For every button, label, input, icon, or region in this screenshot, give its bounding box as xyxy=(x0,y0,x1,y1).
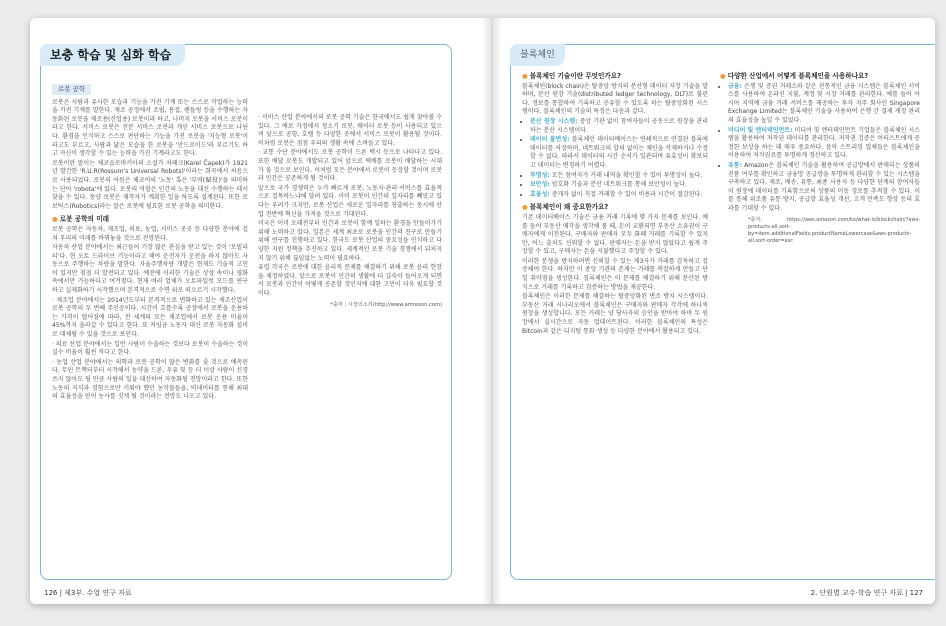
left-page-footer: 126 | 제3부. 수업 연구 자료 xyxy=(44,589,132,597)
right-column-1 xyxy=(522,68,708,337)
left-page xyxy=(30,18,482,604)
left-column-1 xyxy=(52,82,248,403)
industry-list xyxy=(720,83,920,214)
feature-list xyxy=(522,118,708,199)
subheading: ● 다양한 산업에서 어떻게 블록체인을 사용하나요? xyxy=(720,72,869,80)
bullet-dot-icon: ● xyxy=(522,203,528,212)
list-item: • 데이터 불변성: 블록체인 데이터베이스는 연쇄적으로 연결된 블록에 데이터를 저장하며, 네트워크의 합의 없이는 체인을 삭제하거나 수정할 수 없다. 따라서 데이터의 시간 순서가 일관되며 유효성이 확보되고 데이터는 변경하기 어렵다. xyxy=(530,136,708,170)
right-page xyxy=(502,18,935,604)
bullet-dot-icon: ● xyxy=(52,215,58,224)
right-page-tab: 블록체인 xyxy=(510,44,565,66)
subheading: ● 블록체인 기술이란 무엇인가요? xyxy=(522,72,621,80)
subheading: ● 로봇 공학의 미래 xyxy=(52,215,109,224)
paragraph: 앞으로 국가 경쟁력은 누가 빠르게 로봇, 노동자·관리·서비스를 효율적으로 접목하느냐에 달려 있다. 이미 로봇이 인간의 일자리를 빼앗고 있다는 우려가 크지만, 로봇 산업은 새로운 일자리를 창출하는 동시에 산업 전반에 혁신을 가져올 것으로 기대된다. xyxy=(258,184,442,218)
bullet-dot-icon: ● xyxy=(720,72,726,80)
paragraph: 로봇은 사람과 유사한 모습과 기능을 가진 기계 또는 스스로 작업하는 능력을 가진 기계를 말한다. 제조 공정에서 조립, 용접, 핸들링 등을 수행하는 자동화된 로봇을 제조용(산업용) 로봇이라 하고, 나머지 로봇을 서비스 로봇이라고 한다. 서비스 로봇은 전문 서비스 로봇과 개인 서비스 로봇으로 나뉜다. 환경을 인식하고 스스로 판단하는 기능을 가진 로봇을 '지능형 로봇'이라고도 부르고, 사람과 닮은 모습을 한 로봇을 '안드로이드'라 부르기도 하고 자신이 생각할 수 있는 능력을 가진 기계라고도 한다. xyxy=(52,98,248,158)
list-item: • 분산 원장 시스템: 중앙 기관 없이 참여자들이 공동으로 원장을 관리하는 분산 시스템이다. xyxy=(530,118,708,135)
list-item: • 효율성: 중개자 없이 직접 거래할 수 있어 비용과 시간이 절감된다. xyxy=(530,191,708,200)
section-label: 로봇 공학 xyxy=(52,84,91,95)
book-gutter xyxy=(482,18,502,604)
paragraph: 로봇이란 말이는 체코슬로바키아의 소설가 차페크(Karel Čapek)가 1921년 발간한 'R.U.R(Rossum's Universal Robots)'이라는 희곡에서 처음으로 사용되었다. 로봇의 어원은 체코어의 '노동' 혹은 '부역(賦役)'을 의미하는 단어 'robota'에 있다. 로봇의 역할은 인간의 노동을 대신 수행하는 데서 찾을 수 있다. 동양 로봇은 제작자가 계획한 일을 하도록 설계된다. 또한 로보틱스(Robotics)라는 말은 로봇에 필요한 로봇 공학을 의미한다. xyxy=(52,159,248,210)
list-item: • 유통: Amazon은 블록체인 기술을 활용하여 공급망에서 판매되는 상품의 진품 여부를 확인하고 금융망 공급망을 투명하게 관리할 수 있는 시스템을 구축하고 있다. 제조, 배송, 유통, 최종 사용자 등 다양한 단계의 참여자들이 원장에 데이터를 기록함으로써 상품의 이동 경로를 추적할 수 있다. 이를 통해 위조품 유통 방지, 공급망 효율성 개선, 고객 만족도 향상 등의 효과를 기대할 수 있다. xyxy=(728,162,920,214)
paragraph: 블록체인(block chain)은 탈중앙 방식의 분산형 데이터 저장 기술을 말하며, 분산 원장 기술(distributed ledger technology, DLT)로 불린다. 정보를 통합하여 기록하고 공유할 수 있도록 하는 탈중앙화된 시스템이다. 블록체인의 기술의 특징은 다음과 같다. xyxy=(522,82,708,116)
paragraph: 로봇 공학은 자동차, 제조업, 의료, 농업, 서비스 곳곳 등 다양한 분야에 걸쳐 우리의 미래를 바꿔놓을 것으로 전망된다. xyxy=(52,225,248,242)
list-item: • 투명성: 모든 참여자가 거래 내역을 확인할 수 있어 투명성이 높다. xyxy=(530,172,708,181)
bullet-item: · 교통 수단 분야에서도 로봇 공학이 드론 택시 등으로 나타나고 있다. 또한 배달 로봇도 개발되고 있어 앞으로 택배를 로봇이 배달하는 시대가 올 것으로 보인다. 이처럼 모든 분야에서 로봇이 등장할 것이며 로봇과 인간은 공존하게 될 것이다. xyxy=(258,149,442,183)
left-page-title: 보충 학습 및 심화 학습 xyxy=(40,44,185,66)
source-note: *출처: https://aws.amazon.com/ko/what-is/blockchain/?aws-products-all.sort-by=item.additionalFields.productNameLowercase&aws-products-all.sort-order=asc xyxy=(748,216,920,244)
right-page-footer: 2. 단원별 교수·학습 연구 자료 | 127 xyxy=(810,589,923,597)
paragraph: 블록체인은 이러한 문제를 해결하는 탈중앙화된 변조 방지 시스템이다. 부동산 거래 시나리오에서 블록체인은 구매자와 판매자 각각에 하나씩 원장을 생성합니다. 모든 거래는 양 당사자의 승인을 받아야 하며 두 원장에서 실시간으로 자동 업데이트된다. 이러한 블록체인의 특성은 Bitcoin과 같은 디지털 통화 생성 등 다양한 분야에서 활용되고 있다. xyxy=(522,293,708,335)
paragraph: 자동차 산업 분야에서는 최근들어 기장 많은 관심을 받고 있는 것이 '모빌리티'다. 현 오토 드라이브 기능이라고 해야 운전자가 운전을 하지 않아도 자동으로 주행하는 차량을 말한다. 자율주행차량 개발은 현재도 기술적 고민이 있지만 점점 더 발전되고 있다. 예전에 이러한 기술은 상상 속이나 영화 속에서만 가능하다고 여겨졌다. 현재 여러 업체가 오토파일럿 모드를 연구하고 실제화하기 시작했으며 본격적으로 수면 위로 떠오르기 시작했다. xyxy=(52,244,248,295)
bullet-item: · 제조업 분야에서는 2014년도부터 본격적으로 변화하고 있는 제조산업이 로봇 공학의 두 번째 주인공이다. 시간이 흐를수록 공장에서 로봇을 운용하는 가격이 떨어짐에 따라, 전 세계의 모든 제조업에서 로봇 운용 비율이 45%까지 올라갈 수 있다고 한다. 또 저임금 노동자 대신 로봇 자동화 설비로 대체될 수 있을 것으로 보인다. xyxy=(52,296,248,339)
subheading: ● 블록체인이 왜 중요한가요? xyxy=(522,203,609,212)
paragraph: 유럽 각국은 로봇에 대한 윤리적 문제를 해결하기 위해 로봇 윤리 헌장을 제정하였다. 앞으로 로봇이 인간의 생활에 더 깊숙이 들어오게 되면서 로봇과 인간이 어떻게 공존할 것인지에 대한 고민이 더욱 필요할 것이다. xyxy=(258,264,442,297)
list-item: • 금융: 은행 및 증권 거래소와 같은 전통적인 금융 시스템은 블록체인 서비스를 사용하여 온라인 지불, 계정 및 시장 거래를 관리한다. 예를 들어 아시아 지역에 금융 거래 서비스를 제공하는 투자 지주 회사인 Singapore Exchange Limited는 블록체인 기술을 사용하여 은행 간 결제 계정 관리의 효율성을 높일 수 있었다. xyxy=(728,83,920,126)
bullet-dot-icon: ● xyxy=(522,72,528,80)
list-item: • 보안성: 암호화 기술과 분산 네트워크를 통해 보안성이 높다. xyxy=(530,181,708,190)
list-item: • 미디어 및 엔터테인먼트: 미디어 및 엔터테인먼트 기업들은 블록체인 시스템을 활용하여 저작권 데이터를 관리한다. 저작권 검증은 아티스트에게 공정한 보상을 하는 데 매우 중요하다. 음악 스트리밍 업체들은 블록체인을 이용하여 저작권료를 투명하게 정산하고 있다. xyxy=(728,127,920,161)
book-spread xyxy=(30,18,935,604)
left-column-2 xyxy=(258,114,442,310)
bullet-item: · 의료 산업 분야에서는 일반 사람이 수술하는 것보다 로봇이 수술하는 것이 실수 비율이 훨씬 적다고 한다. xyxy=(52,340,248,357)
bullet-item: · 농업 산업 분야에서는 의학과 로봇 공학이 많은 변화를 줄 것으로 예측된다. 무인 트랙터부터 시작해서 농약을 드론, 우유 및 등 더 이상 사람이 신경쓰지 않아도 될 만큼 사람의 일을 대신하여 자동화될 전망이라고 한다. 또한 노동의 지식과 경험으로만 키워야 했던 농작물들을, 빅데이터를 통해 최대의 효율성을 얻어 농사를 짓게 될 것이라는 전망도 나오고 있다. xyxy=(52,358,248,401)
bullet-item: · 서비스 산업 분야에서의 로봇 공학 기술은 한국에서도 쉽게 찾아볼 수 있다. 그 예로 가정에서 청소기 로봇, 웨이터 로봇 등이 사용되고 있으며 앞으로 공항, 호텔 등 다양한 곳에서 서비스 로봇이 활용될 것이다. 이처럼 로봇은 점점 우리의 생활 속에 스며들고 있다. xyxy=(258,114,442,147)
source-note: *출처 : 시장의소리(http://www.amreson.com) xyxy=(330,302,442,309)
paragraph: 기존 데이터베이스 기술은 금융 거래 기록에 몇 가지 문제를 보인다. 예를 들어 부동산 매각을 생각해 볼 때, 돈이 교환되면 부동산 소유권이 구매자에게 이전된다. 구매자와 판매자 모두 화폐 거래를 기록할 수 있지만, 어느 출처도 신뢰할 수 없다. 판매자는 돈을 받지 않았다고 쉽게 주장할 수 있고, 구매자는 돈을 지불했다고 주장할 수 있다. xyxy=(522,213,708,256)
right-column-2 xyxy=(720,68,920,245)
paragraph: 미국은 이미 오래전부터 인간과 로봇이 함께 일하는 환경을 만들어가기 위해 노력하고 있다. 일본은 세계 최초로 로봇을 인간의 친구로 만들기 위해 연구를 진행하고 있다. 한국도 로봇 산업의 중요성을 인식하고 다양한 지원 정책을 추진하고 있다. 세계적인 로봇 기술 경쟁에서 뒤처지지 않기 위해 끊임없는 노력이 필요하다. xyxy=(258,220,442,262)
paragraph: 이러한 분쟁을 방지하려면 신뢰할 수 있는 제3자가 거래를 감독하고 검증해야 한다. 하지만 이 중앙 기관의 존재는 거래를 복잡하게 만들고 단일 취약점을 생성한다. 블록체인은 이 문제를 해결하기 위해 분산된 방식으로 거래를 기록하고 검증하는 방법을 제공한다. xyxy=(522,257,708,291)
